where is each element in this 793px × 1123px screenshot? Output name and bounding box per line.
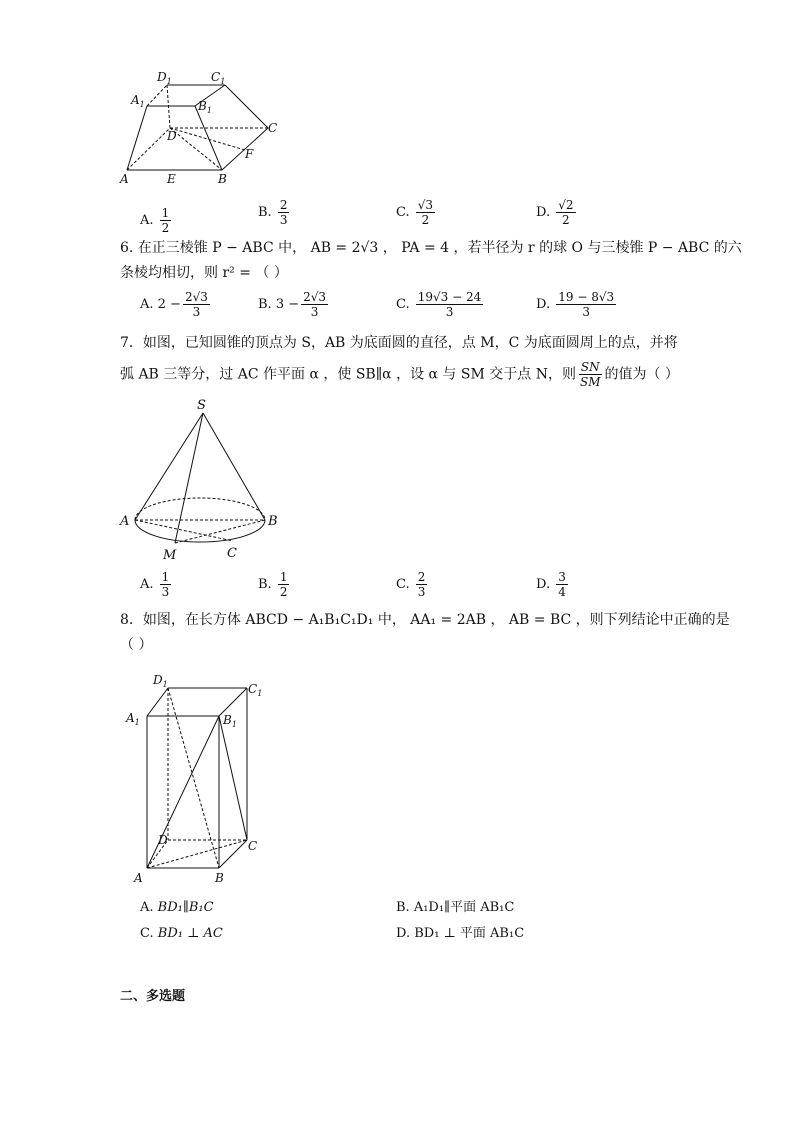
q5-option-d[interactable]: D. $\frac{√2}{2}$ [536, 198, 574, 227]
svg-text:B1: $B_1$ [198, 99, 212, 115]
svg-text:A: A [120, 514, 130, 529]
section-heading: 二、多选题 [120, 989, 186, 1004]
q6-stem-line1: 6. 在正三棱锥 P − ABC 中， AB = 2√3 ， PA = 4 ，若半径为 r 的球 O 与三棱锥 P − ABC 的六 [120, 240, 742, 256]
svg-text:B: B [218, 172, 227, 186]
q8-option-b[interactable]: B. A₁D₁∥平面 AB₁C [396, 900, 515, 915]
svg-text:D1: $D_1$ [153, 673, 168, 689]
svg-text:F: F [245, 147, 254, 161]
q8-stem-line2: （ ） [120, 637, 153, 653]
svg-text:D: D [167, 129, 177, 143]
svg-text:D: D [158, 833, 168, 847]
q8-option-c[interactable]: C. BD₁ ⊥ AC [140, 926, 223, 941]
svg-text:S: S [197, 398, 206, 413]
svg-text:D1: $D_1$ [157, 70, 172, 86]
q8-option-a[interactable]: A. BD₁∥B₁C [140, 900, 214, 915]
q6-option-c[interactable]: C. $\frac{19√3 - 24}{3}$ [396, 290, 482, 319]
q7-stem-line2: 弧 AB 三等分，过 AC 作平面 α ，使 SB∥α ，设 α 与 SM 交于点 N，则 $\frac{SN}{SM}$ 的值为（ ） [120, 360, 679, 389]
q5-option-a[interactable]: A. $\frac{1}{2}$ [140, 206, 170, 235]
svg-text:A: A [120, 172, 129, 186]
q5-option-c[interactable]: C. $\frac{√3}{2}$ [396, 198, 434, 227]
q7-option-b[interactable]: B. $\frac{1}{2}$ [258, 570, 288, 599]
q6-stem-line2: 条棱均相切，则 r² = （ ） [120, 265, 288, 281]
svg-text:C1: $C_1$ [211, 70, 226, 86]
q6-option-b[interactable]: B. 3 − $\frac{2√3}{3}$ [258, 290, 327, 319]
svg-text:C1: $C_1$ [248, 682, 263, 698]
svg-text:B: B [215, 871, 224, 885]
svg-text:B1: $B_1$ [223, 713, 237, 729]
q7-options [140, 570, 660, 606]
q7-option-d[interactable]: D. $\frac{3}{4}$ [536, 570, 566, 599]
q7-stem-line1: 7．如图，已知圆锥的顶点为 S，AB 为底面圆的直径，点 M，C 为底面圆周上的点，并将 [120, 335, 678, 351]
q5-options [140, 198, 660, 234]
svg-text:M: M [163, 548, 177, 563]
svg-text:B: B [268, 514, 278, 529]
cuboid-figure [120, 668, 270, 890]
q6-options [140, 290, 680, 330]
frustum-figure [115, 68, 285, 190]
cone-figure [115, 395, 290, 565]
svg-text:A: A [134, 871, 143, 885]
q7-option-c[interactable]: C. $\frac{2}{3}$ [396, 570, 426, 599]
svg-text:A1: $A_1$ [126, 711, 140, 727]
svg-text:A1: $A_1$ [131, 93, 145, 109]
svg-text:C: C [227, 546, 237, 561]
svg-text:C: C [248, 839, 258, 853]
q6-option-a[interactable]: A. 2 − $\frac{2√3}{3}$ [140, 290, 208, 319]
q5-option-b[interactable]: B. $\frac{2}{3}$ [258, 198, 288, 227]
q8-option-d[interactable]: D. BD₁ ⊥ 平面 AB₁C [396, 926, 525, 941]
svg-text:E: E [167, 172, 176, 186]
q8-stem-line1: 8．如图，在长方体 ABCD − A₁B₁C₁D₁ 中， AA₁ = 2AB ， AB = BC ，则下列结论中正确的是 [120, 612, 730, 628]
svg-text:C: C [268, 121, 278, 135]
q6-option-d[interactable]: D. $\frac{19 - 8√3}{3}$ [536, 290, 615, 319]
q7-option-a[interactable]: A. $\frac{1}{3}$ [140, 570, 170, 599]
q8-options [140, 898, 700, 950]
